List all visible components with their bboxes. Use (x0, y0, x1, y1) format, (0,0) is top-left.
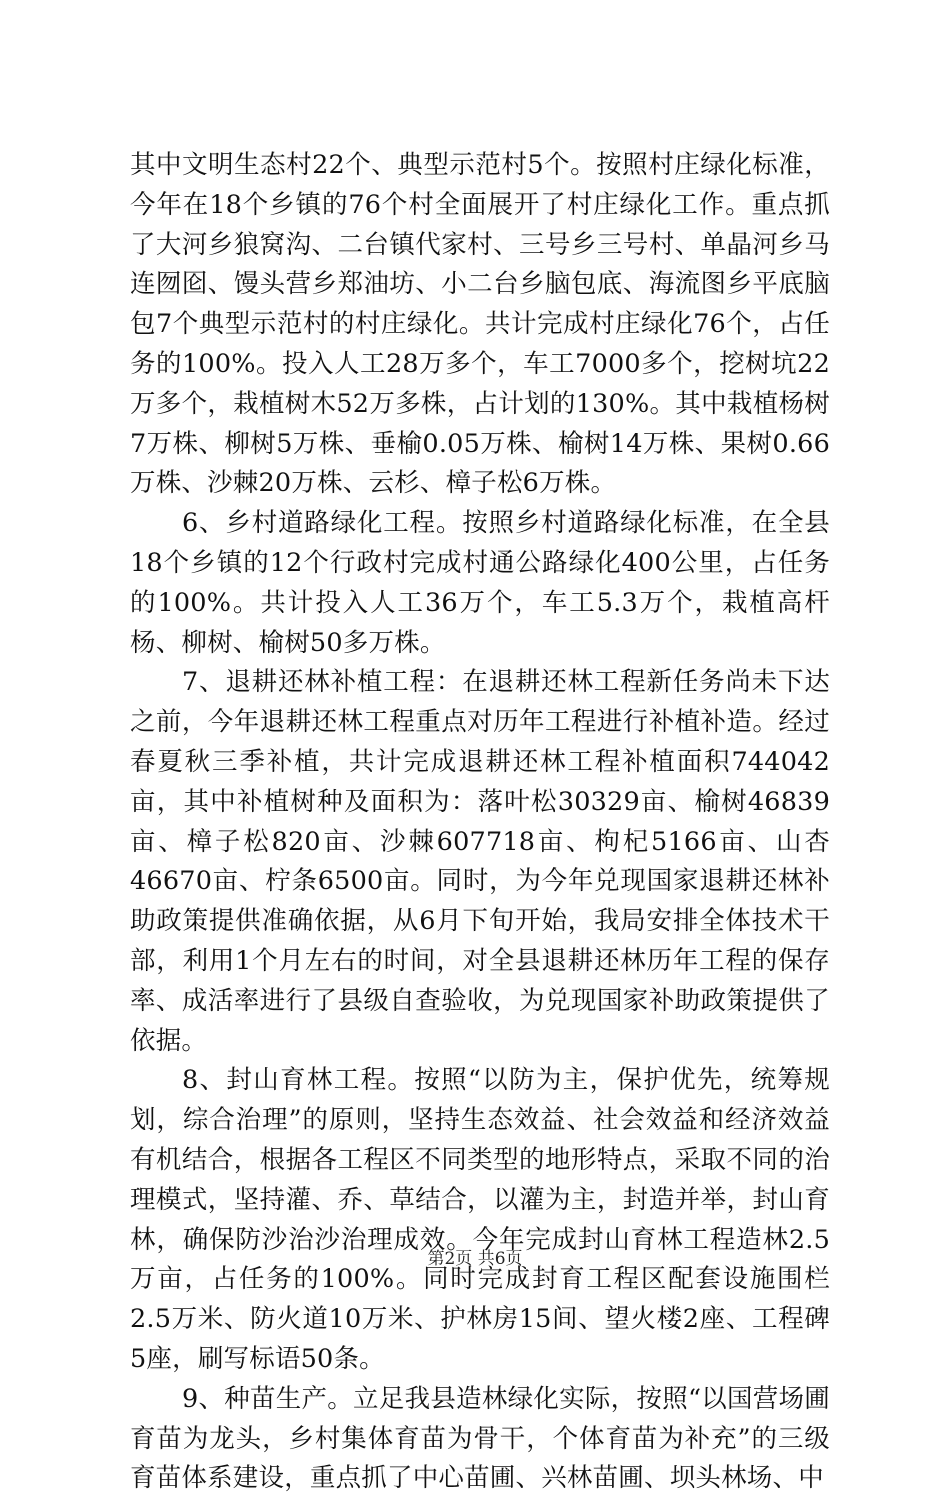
paragraph-road-greening: 6、乡村道路绿化工程。按照乡村道路绿化标准，在全县18个乡镇的12个行政村完成村通公路绿化400公里，占任务的100%。共计投入人工36万个，车工5.3万个，栽植高杆杨、柳树、榆树50多万株。 (130, 508, 830, 658)
paragraph-reforestation-replanting: 7、退耕还林补植工程：在退耕还林工程新任务尚未下达之前，今年退耕还林工程重点对历年工程进行补植补造。经过春夏秋三季补植，共计完成退耕还林工程补植面积744042亩，其中补植树种及面积为：落叶松30329亩、榆树46839亩、樟子松820亩、沙棘607718亩、枸杞5166亩、山杏46670亩、柠条6500亩。同时，为今年兑现国家退耕还林补助政策提供准确依据，从6月下旬开始，我局安排全体技术干部，利用1个月左右的时间，对全县退耕还林历年工程的保存率、成活率进行了县级自查验收，为兑现国家补助政策提供了依据。 (130, 667, 830, 1056)
page-number-footer: 第2页 共6页 (427, 1249, 523, 1269)
paragraph-seedling-production: 9、种苗生产。立足我县造林绿化实际，按照“以国营场圃育苗为龙头，乡村集体育苗为骨干，个体育苗为补充”的三级育苗体系建设，重点抓了中心苗圃、兴林苗圃、坝头林场、中 (130, 1383, 830, 1494)
paragraph-village-greening: 其中文明生态村22个、典型示范村5个。按照村庄绿化标准，今年在18个乡镇的76个村全面展开了村庄绿化工作。重点抓了大河乡狼窝沟、二台镇代家村、三号乡三号村、单晶河乡马连囫囵、馒头营乡郑油坊、小二台乡脑包底、海流图乡平底脑包7个典型示范村的村庄绿化。共计完成村庄绿化76个，占任务的100%。投入人工28万多个，车工7000多个，挖树坑22万多个，栽植树木52万多株，占计划的130%。其中栽植杨树7万株、柳树5万株、垂榆0.05万株、榆树14万株、果树0.66万株、沙棘20万株、云杉、樟子松6万株。 (130, 150, 830, 499)
document-body (130, 146, 830, 1499)
paragraph-mountain-closure: 8、封山育林工程。按照“以防为主，保护优先，统筹规划，综合治理”的原则，坚持生态效益、社会效益和经济效益有机结合，根据各工程区不同类型的地形特点，采取不同的治理模式，坚持灌、乔、草结合，以灌为主，封造并举，封山育林，确保防沙治沙治理成效。今年完成封山育林工程造林2.5万亩，占任务的100%。同时完成封育工程区配套设施围栏2.5万米、防火道10万米、护林房15间、望火楼2座、工程碑5座，刷写标语50条。 (130, 1065, 830, 1374)
